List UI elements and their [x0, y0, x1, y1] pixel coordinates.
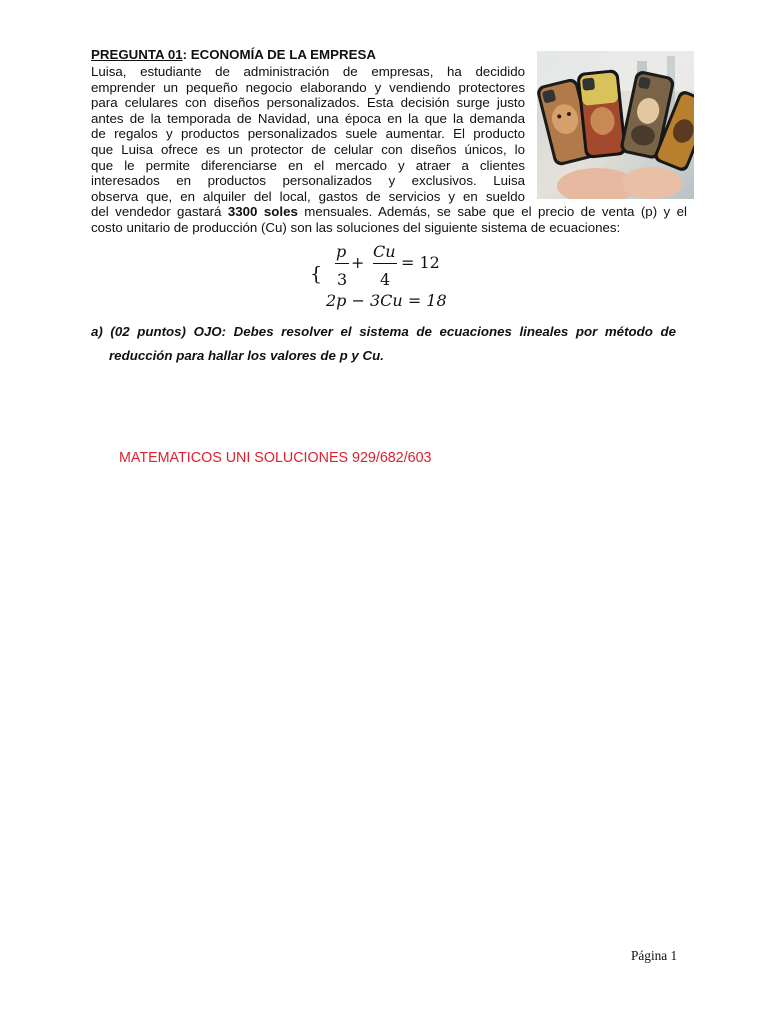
paragraph-line: Luisa, estudiante de administración de empresas, ha decidido [91, 64, 525, 79]
question-line: reducción para hallar los valores de p y Cu. [109, 348, 384, 363]
paragraph-text: del vendedor gastará [91, 204, 228, 219]
page-number: Página 1 [631, 948, 678, 963]
problem-paragraph-continued [91, 204, 687, 235]
question-a [91, 320, 676, 368]
equation-brace: { [310, 263, 323, 285]
paragraph-line: interesados en productos personalizados y exclusivos. Luisa [91, 173, 525, 189]
paragraph-line: emprender un pequeño negocio elaborando y vendiendo protectores [91, 79, 525, 95]
fraction-bar [373, 263, 397, 264]
problem-paragraph [91, 64, 525, 204]
question-line: a) (02 puntos) OJO: Debes resolver el sistema de ecuaciones lineales por método de [91, 324, 676, 339]
paragraph-line: de regalos y productos personalizados suele aumentar. El producto [91, 126, 525, 142]
question-heading [91, 47, 376, 63]
paragraph-line [91, 204, 687, 220]
paragraph-line: para celulares con diseños personalizados. Esta decisión surge justo [91, 95, 525, 111]
paragraph-line: observa que, en alquiler del local, gastos de servicios y en sueldo [91, 188, 525, 204]
paragraph-line: antes de la temporada de Navidad, una época en la que la demanda [91, 110, 525, 126]
paragraph-text: mensuales. Además, se sabe que el precio de venta (p) y el [297, 204, 687, 219]
question-title: : ECONOMÍA DE LA EMPRESA [182, 47, 376, 62]
fixed-cost-amount: 3300 soles [227, 204, 298, 219]
equation-two: 2p − 3Cu = 18 [326, 291, 447, 310]
fraction-numerator-p: p [336, 242, 347, 261]
paragraph-line: costo unitario de producción (Cu) son las soluciones del siguiente sistema de ecuaciones: [91, 219, 621, 235]
fraction-denominator-3: 3 [337, 270, 348, 289]
paragraph-line: que Luisa ofrece es un protector de celular con diseños únicos, lo [91, 141, 525, 157]
fraction-denominator-4: 4 [380, 270, 391, 289]
watermark-text: MATEMATICOS UNI SOLUCIONES 929/682/603 [119, 450, 432, 466]
equation-system [310, 242, 480, 314]
fraction-bar [335, 263, 349, 264]
fraction-numerator-cu: Cu [373, 242, 396, 261]
question-number: PREGUNTA 01 [91, 47, 183, 62]
phone-cases-photo [537, 51, 694, 199]
plus-sign: + [351, 253, 365, 272]
paragraph-line: que le permite diferenciarse en el mercado y atraer a clientes [91, 157, 525, 173]
equation-one-rhs: = 12 [401, 253, 440, 272]
